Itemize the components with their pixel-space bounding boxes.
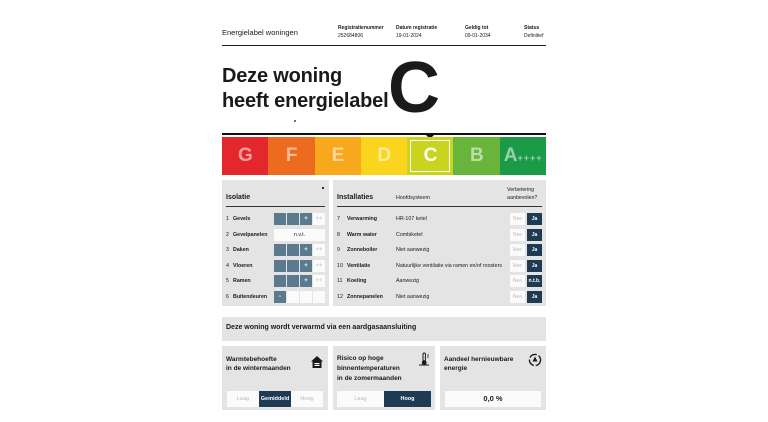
isolatie-row <box>226 291 325 303</box>
insulation-rating-cell: ++ <box>313 213 325 225</box>
warmtebehoefte-title-line-1: Warmtebehoefte <box>226 356 277 363</box>
risico-title <box>337 354 402 384</box>
installatie-row <box>337 275 542 287</box>
hernieuwbaar-title-line-1: Aandeel hernieuwbare <box>444 356 514 363</box>
row-name: Gevelpanelen <box>233 231 268 238</box>
selected-class-outline <box>410 140 450 172</box>
answer-ja: Ja <box>527 260 542 272</box>
row-name: Ramen <box>233 278 251 284</box>
hoofdsysteem-value: HR-107 ketel <box>396 216 427 222</box>
answer-ja: n.t.b. <box>527 275 542 287</box>
row-number: 7 <box>337 216 340 222</box>
insulation-rating-cell <box>274 275 286 287</box>
energy-class-letter: F <box>285 145 298 166</box>
recycle-icon <box>528 353 542 367</box>
verbetering-answer <box>510 275 542 287</box>
hernieuwbaar-value: 0,0 % <box>445 391 541 407</box>
answer-ja: Ja <box>527 229 542 241</box>
insulation-rating-cell <box>274 213 286 225</box>
gas-connection-text: Deze woning wordt verwarmd via een aardgasaansluiting <box>226 324 417 331</box>
document-title: Energielabel woningen <box>222 28 298 37</box>
verbetering-answer <box>510 213 542 225</box>
row-name: Buitendeuren <box>233 293 268 300</box>
answer-ja: Ja <box>527 213 542 225</box>
insulation-rating-cells <box>274 275 325 287</box>
risico-title-line-3: in de zomermaanden <box>337 375 402 382</box>
energy-class-e <box>315 137 362 175</box>
row-number: 4 <box>226 262 229 269</box>
status-label: Status <box>524 25 540 31</box>
insulation-rating-cell: ++ <box>313 244 325 256</box>
installaties-title: Installaties <box>337 194 374 201</box>
big-energy-label: C <box>388 48 440 128</box>
row-number: 5 <box>226 278 229 284</box>
row-number: 1 <box>226 216 229 222</box>
hernieuwbaar-panel <box>440 346 546 410</box>
risico-option-laag: Laag <box>337 391 384 407</box>
answer-nee: Nee <box>510 260 525 272</box>
geldig-tot-value: 09-01-2034 <box>465 33 491 39</box>
energy-class-letter: G <box>238 145 253 166</box>
not-applicable-value: n.v.t. <box>274 229 325 241</box>
insulation-rating-cell <box>274 260 286 272</box>
insulation-rating-cell <box>274 244 286 256</box>
hoofdsysteem-value: Aanwezig <box>396 278 419 284</box>
document-header <box>222 22 546 46</box>
insulation-rating-cells <box>274 291 325 303</box>
warmte-option-laag: Laag <box>227 391 259 407</box>
insulation-rating-cell <box>287 260 299 272</box>
energy-class-letter: C <box>423 145 438 166</box>
answer-nee: Nee <box>510 291 525 303</box>
hoofdsysteem-header: Hoofdsysteem <box>396 195 430 201</box>
isolatie-row <box>226 213 325 225</box>
isolatie-row <box>226 260 325 272</box>
energy-scale-bar <box>222 133 546 175</box>
insulation-rating-cells <box>274 213 325 225</box>
hoofdsysteem-value: Niet aanwezig <box>396 247 430 253</box>
verbetering-answer <box>510 260 542 272</box>
insulation-rating-cell: ++ <box>313 260 325 272</box>
row-name: Zonneboiler <box>347 247 378 253</box>
row-number: 11 <box>337 278 343 284</box>
scale-top-line <box>222 133 546 135</box>
installatie-row <box>337 229 542 241</box>
answer-ja: Ja <box>527 291 542 303</box>
isolatie-divider <box>226 206 325 207</box>
isolatie-title: Isolatie <box>226 194 251 201</box>
insulation-rating-cell: - <box>274 291 286 303</box>
row-name: Warm water <box>347 231 377 238</box>
installaties-divider <box>337 206 542 207</box>
insulation-rating-cell: + <box>300 244 312 256</box>
installatie-row <box>337 244 542 256</box>
energy-class-d <box>361 137 408 175</box>
energy-class-letter: E <box>331 145 345 166</box>
energy-class-f <box>268 137 315 175</box>
thermometer-icon <box>417 352 431 366</box>
gas-connection-banner <box>222 317 546 341</box>
row-name: Koeling <box>347 278 367 284</box>
datum-registratie-label: Datum registratie <box>396 25 438 31</box>
hoofdsysteem-value: Niet aanwezig <box>396 293 430 300</box>
insulation-rating-cell: + <box>300 213 312 225</box>
warmtebehoefte-scale <box>227 391 323 407</box>
datum-registratie <box>396 24 437 40</box>
row-name: Daken <box>233 247 249 253</box>
geldig-tot <box>465 24 491 40</box>
insulation-rating-cell: + <box>300 260 312 272</box>
hoofdsysteem-value: Combiketel <box>396 231 423 238</box>
hernieuwbaar-title <box>444 355 513 373</box>
warmtebehoefte-panel <box>222 346 328 410</box>
registratienummer-label: Registratienummer <box>338 25 384 31</box>
verbetering-header: Verbetering aanbevolen? <box>507 187 538 201</box>
insulation-rating-cell <box>287 244 299 256</box>
energy-class-plus: ++++ <box>517 153 543 163</box>
verbetering-answer <box>510 229 542 241</box>
isolatie-row <box>226 275 325 287</box>
headline <box>222 64 388 114</box>
status <box>524 24 543 40</box>
row-number: 3 <box>226 247 229 253</box>
insulation-rating-cell: + <box>300 275 312 287</box>
insulation-rating-cell <box>287 275 299 287</box>
energy-class-g <box>222 137 269 175</box>
verbetering-answer <box>510 244 542 256</box>
energy-class-letter: D <box>377 145 392 166</box>
insulation-rating-cell <box>300 291 312 303</box>
warmtebehoefte-title-line-2: in de wintermaanden <box>226 365 291 372</box>
datum-registratie-value: 19-01-2024 <box>396 33 422 39</box>
energy-class-letter: A <box>503 145 518 166</box>
energy-class-a <box>500 137 547 175</box>
status-value: Definitief <box>524 33 544 39</box>
verbetering-answer <box>510 291 542 303</box>
row-name: Ventilatie <box>347 262 371 269</box>
risico-title-line-1: Risico op hoge <box>337 355 384 362</box>
row-name: Zonnepanelen <box>347 293 383 300</box>
energy-class-letter: B <box>469 145 484 166</box>
row-number: 6 <box>226 293 229 300</box>
installatie-row <box>337 213 542 225</box>
answer-nee: Nee <box>510 229 525 241</box>
geldig-tot-label: Geldig tot <box>465 25 489 31</box>
row-number: 10 <box>337 262 343 269</box>
risico-scale <box>337 391 431 407</box>
installatie-row <box>337 291 542 303</box>
decorative-dot <box>322 187 324 189</box>
warmte-option-hoog: Hoog <box>291 391 323 407</box>
energy-label-document <box>222 0 546 422</box>
insulation-rating-cells <box>274 244 325 256</box>
hernieuwbaar-title-line-2: energie <box>444 365 468 372</box>
decorative-dot <box>294 120 296 122</box>
insulation-rating-cell: ++ <box>313 275 325 287</box>
row-number: 8 <box>337 231 340 238</box>
warmte-option-gemiddeld: Gemiddeld <box>259 391 291 407</box>
registratienummer <box>338 24 384 40</box>
insulation-rating-cell <box>313 291 325 303</box>
row-name: Vloeren <box>233 262 253 269</box>
headline-line-2: heeft energielabel <box>222 90 389 112</box>
insulation-rating-cell <box>287 291 299 303</box>
warmtebehoefte-title <box>226 355 291 373</box>
row-number: 2 <box>226 231 229 238</box>
isolatie-row <box>226 244 325 256</box>
installatie-row <box>337 260 542 272</box>
row-number: 9 <box>337 247 340 253</box>
row-name: Verwarming <box>347 216 378 222</box>
row-number: 12 <box>337 293 343 300</box>
hoofdsysteem-value: Natuurlijke ventilatie via ramen en/of roosters <box>396 262 502 269</box>
isolatie-row <box>226 229 325 241</box>
answer-nee: Nee <box>510 244 525 256</box>
insulation-rating-cell <box>287 213 299 225</box>
isolatie-panel <box>222 180 329 306</box>
risico-title-line-2: binnentemperaturen <box>337 365 400 372</box>
installaties-panel <box>333 180 546 306</box>
risico-option-hoog: Hoog <box>384 391 431 407</box>
headline-line-1: Deze woning <box>222 65 343 87</box>
answer-ja: Ja <box>527 244 542 256</box>
risico-panel <box>333 346 435 410</box>
energy-class-b <box>453 137 500 175</box>
insulation-rating-cells <box>274 260 325 272</box>
registratienummer-value: 252684806 <box>338 33 364 39</box>
house-icon <box>310 355 324 369</box>
answer-nee: Nee <box>510 213 525 225</box>
energy-class-c <box>407 137 454 175</box>
answer-nee: Nee <box>510 275 525 287</box>
row-name: Gevels <box>233 216 251 222</box>
